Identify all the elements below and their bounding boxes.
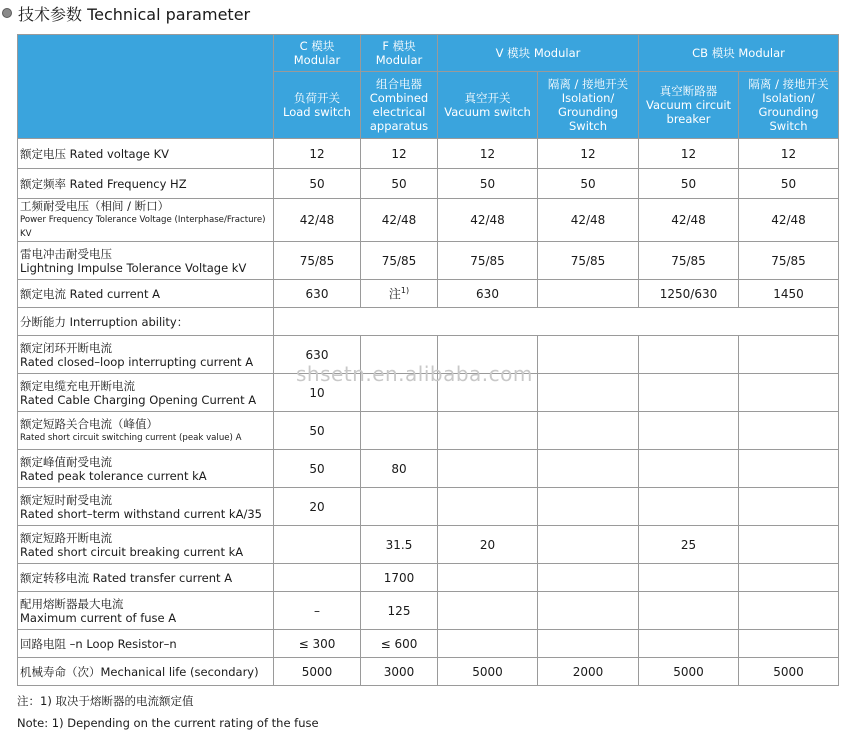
row-label xyxy=(18,412,274,450)
header-sub-label: breaker xyxy=(666,112,711,126)
row-label xyxy=(18,139,274,169)
value-cell xyxy=(538,630,639,658)
page-title xyxy=(2,2,250,24)
value-cell xyxy=(639,564,739,592)
header-group-1 xyxy=(361,35,438,72)
cell-value: 5000 xyxy=(673,664,704,679)
header-sub-5 xyxy=(739,72,839,139)
header-sub-label: 真空开关 xyxy=(464,91,511,105)
value-cell xyxy=(538,139,639,169)
value-cell xyxy=(438,526,538,564)
header-sub-label: Switch xyxy=(769,119,808,133)
header-sub-label: apparatus xyxy=(369,119,429,133)
value-cell xyxy=(274,242,361,280)
row-label xyxy=(18,199,274,242)
row-label-en: Maximum current of fuse A xyxy=(20,610,177,625)
cell-value: 75/85 xyxy=(299,253,335,268)
row-label-cn: 额定短路关合电流（峰值） xyxy=(20,416,158,431)
header-sub-3 xyxy=(538,72,639,139)
header-group-label: Modular xyxy=(293,53,341,67)
row-label xyxy=(18,242,274,280)
cell-value: ≤ 600 xyxy=(380,636,418,651)
header-sub-1 xyxy=(361,72,438,139)
cell-value: 42/48 xyxy=(470,213,505,227)
cell-value: 630 xyxy=(305,286,329,301)
cell-value: 125 xyxy=(387,603,411,618)
cell-value: 50 xyxy=(580,176,596,191)
value-cell xyxy=(739,242,839,280)
cell-value: 80 xyxy=(391,461,407,476)
row-label-en: Rated closed–loop interrupting current A xyxy=(20,354,254,369)
value-cell xyxy=(361,199,438,242)
row-label-en: Lightning Impulse Tolerance Voltage kV xyxy=(20,260,247,275)
header-blank-cell xyxy=(18,35,274,139)
table-row xyxy=(18,526,839,564)
value-cell xyxy=(739,526,839,564)
value-cell xyxy=(538,412,639,450)
header-sub-label: 隔离 / 接地开关 xyxy=(547,77,629,91)
table-row xyxy=(18,630,839,658)
value-cell xyxy=(274,488,361,526)
value-cell xyxy=(438,592,538,630)
row-label-en: Rated peak tolerance current kA xyxy=(20,468,207,483)
value-cell xyxy=(438,630,538,658)
note-en: Note: 1) Depending on the current rating of the fuse xyxy=(17,716,319,730)
row-label xyxy=(18,658,274,686)
cell-value: 1700 xyxy=(383,570,415,585)
row-label xyxy=(18,450,274,488)
value-cell xyxy=(538,374,639,412)
cell-value: 75/85 xyxy=(671,253,706,268)
watermark: shsetn.en.alibaba.com xyxy=(296,362,533,386)
row-label xyxy=(18,630,274,658)
section-label: 分断能力 Interruption ability： xyxy=(18,308,274,336)
header-sub-label: Vacuum switch xyxy=(444,105,531,119)
header-sub-4 xyxy=(639,72,739,139)
header-sub-2 xyxy=(438,72,538,139)
value-cell xyxy=(274,169,361,199)
value-cell xyxy=(274,630,361,658)
value-cell xyxy=(274,280,361,308)
cell-value: 20 xyxy=(479,537,496,552)
header-group-0 xyxy=(274,35,361,72)
value-cell xyxy=(361,526,438,564)
table-row xyxy=(18,412,839,450)
value-cell xyxy=(438,564,538,592)
value-cell xyxy=(538,199,639,242)
cell-value: 5000 xyxy=(773,664,804,679)
header-sub-label: Isolation/ xyxy=(561,91,615,105)
header-group-label: F 模块 xyxy=(382,39,416,53)
header-group-label: CB 模块 Modular xyxy=(692,46,785,60)
value-cell xyxy=(274,526,361,564)
row-label xyxy=(18,336,274,374)
cell-value: 2000 xyxy=(572,664,604,679)
value-cell xyxy=(639,169,739,199)
table-row xyxy=(18,199,839,242)
value-cell xyxy=(438,169,538,199)
value-cell xyxy=(739,450,839,488)
cell-value: 10 xyxy=(309,385,325,400)
table-row xyxy=(18,242,839,280)
cell-value: 25 xyxy=(680,537,697,552)
row-label xyxy=(18,374,274,412)
cell-value: 12 xyxy=(391,146,407,161)
cell-value: 75/85 xyxy=(771,253,806,268)
value-cell xyxy=(361,412,438,450)
value-cell xyxy=(739,658,839,686)
cell-value: 42/48 xyxy=(381,213,417,227)
value-cell xyxy=(739,280,839,308)
row-label xyxy=(18,169,274,199)
value-cell xyxy=(538,564,639,592)
header-sub-label: Vacuum circuit xyxy=(645,98,732,112)
row-label xyxy=(18,526,274,564)
cell-value: 50 xyxy=(479,176,496,191)
header-group-label: C 模块 xyxy=(299,39,335,53)
value-cell xyxy=(274,412,361,450)
value-cell xyxy=(361,280,438,308)
cell-value: 12 xyxy=(580,146,596,161)
value-cell xyxy=(538,242,639,280)
value-cell xyxy=(639,658,739,686)
value-cell xyxy=(639,374,739,412)
table-row xyxy=(18,139,839,169)
value-cell xyxy=(438,412,538,450)
row-label-cn: 额定闭环开断电流 xyxy=(20,340,112,355)
table-row xyxy=(18,564,839,592)
value-cell xyxy=(739,630,839,658)
cell-value: 42/48 xyxy=(570,213,606,227)
value-cell xyxy=(639,139,739,169)
row-label xyxy=(18,592,274,630)
value-cell xyxy=(739,336,839,374)
value-cell xyxy=(739,139,839,169)
value-cell xyxy=(538,488,639,526)
cell-value: 50 xyxy=(309,423,325,438)
cell-value: 50 xyxy=(309,461,325,476)
value-cell xyxy=(438,199,538,242)
value-cell xyxy=(438,450,538,488)
value-cell xyxy=(274,450,361,488)
cell-value: 75/85 xyxy=(470,253,505,268)
cell-value: – xyxy=(314,603,320,618)
header-group-label: V 模块 Modular xyxy=(495,46,581,60)
value-cell xyxy=(438,242,538,280)
value-cell xyxy=(639,488,739,526)
header-sub-label: Load switch xyxy=(283,105,351,119)
value-cell xyxy=(739,592,839,630)
header-sub-label: Switch xyxy=(568,119,608,133)
value-cell xyxy=(361,488,438,526)
value-cell xyxy=(361,450,438,488)
row-label-en: Power Frequency Tolerance Voltage (Interphase/Fracture) KV xyxy=(20,215,266,239)
cell-value: 31.5 xyxy=(385,537,413,552)
value-cell xyxy=(361,658,438,686)
value-cell xyxy=(639,336,739,374)
row-label xyxy=(18,488,274,526)
row-label-cn: 配用熔断器最大电流 xyxy=(20,596,124,611)
row-label-en: Rated short–term withstand current kA/35 xyxy=(20,506,262,521)
cell-value: 5000 xyxy=(301,664,333,679)
header-sub-label: 隔离 / 接地开关 xyxy=(748,77,829,91)
value-cell xyxy=(274,199,361,242)
cell-value: 75/85 xyxy=(570,253,606,268)
header-sub-label: 真空断路器 xyxy=(659,84,718,98)
cell-value: 50 xyxy=(391,176,407,191)
cell-value: 注 xyxy=(388,287,401,301)
cell-value: 42/48 xyxy=(299,213,335,227)
row-label xyxy=(18,280,274,308)
value-cell xyxy=(639,199,739,242)
value-cell xyxy=(639,630,739,658)
value-cell xyxy=(361,242,438,280)
header-group-label: Modular xyxy=(375,53,423,67)
value-cell xyxy=(739,169,839,199)
table-row xyxy=(18,280,839,308)
value-cell xyxy=(639,450,739,488)
value-cell xyxy=(538,658,639,686)
header-sub-label: Isolation/ xyxy=(762,91,815,105)
cell-value: 42/48 xyxy=(771,213,806,227)
row-label-cn: 额定电缆充电开断电流 xyxy=(20,378,135,393)
cell-value: 50 xyxy=(309,176,325,191)
value-cell xyxy=(538,336,639,374)
value-cell xyxy=(438,658,538,686)
header-group-2 xyxy=(438,35,639,72)
value-cell xyxy=(639,412,739,450)
header-sub-label: Grounding xyxy=(557,105,619,119)
value-cell xyxy=(438,280,538,308)
cell-value: ≤ 300 xyxy=(298,636,336,651)
row-label-cn: 雷电冲击耐受电压 xyxy=(20,246,112,261)
row-label-cn: 额定峰值耐受电流 xyxy=(20,454,112,469)
table-row xyxy=(18,488,839,526)
cell-value: 12 xyxy=(780,146,797,161)
value-cell xyxy=(538,592,639,630)
row-label-cn: 额定短路开断电流 xyxy=(20,530,112,545)
header-sub-label: 负荷开关 xyxy=(294,91,340,105)
row-label-cn: 额定转移电流 Rated transfer current A xyxy=(20,570,233,585)
row-label-cn: 额定电流 Rated current A xyxy=(20,286,160,301)
footnote-ref: 1) xyxy=(400,286,410,295)
value-cell xyxy=(639,242,739,280)
section-fill xyxy=(274,308,839,336)
value-cell xyxy=(538,280,639,308)
value-cell xyxy=(438,488,538,526)
section-row xyxy=(18,308,839,336)
value-cell xyxy=(361,592,438,630)
table-row xyxy=(18,592,839,630)
row-label-en: Rated Cable Charging Opening Current A xyxy=(20,392,257,407)
row-label-cn: 机械寿命（次）Mechanical life (secondary) xyxy=(20,664,259,679)
row-label-cn: 回路电阻 –n Loop Resistor–n xyxy=(20,636,177,651)
row-label-en: Rated short circuit switching current (peak value) A xyxy=(20,432,242,443)
value-cell xyxy=(739,564,839,592)
value-cell xyxy=(639,526,739,564)
table-row xyxy=(18,169,839,199)
cell-value: 1450 xyxy=(773,286,804,301)
value-cell xyxy=(274,592,361,630)
value-cell xyxy=(739,374,839,412)
header-sub-label: electrical xyxy=(372,105,426,119)
value-cell xyxy=(739,412,839,450)
header-row-groups xyxy=(18,35,839,72)
title-text: 技术参数 Technical parameter xyxy=(18,4,251,24)
cell-value: 50 xyxy=(680,176,697,191)
row-label-cn: 工频耐受电压（相间 / 断口） xyxy=(20,199,170,213)
table-row xyxy=(18,658,839,686)
header-group-3 xyxy=(639,35,839,72)
table-row xyxy=(18,450,839,488)
value-cell xyxy=(538,169,639,199)
cell-value: 50 xyxy=(780,176,797,191)
value-cell xyxy=(274,139,361,169)
cell-value: 630 xyxy=(476,286,499,301)
value-cell xyxy=(739,199,839,242)
header-sub-label: Grounding xyxy=(758,105,819,119)
cell-value: 20 xyxy=(309,499,325,514)
row-label-cn: 额定频率 Rated Frequency HZ xyxy=(20,176,187,191)
bullet-icon xyxy=(2,8,12,18)
cell-value: 12 xyxy=(309,146,325,161)
spec-table xyxy=(17,34,839,686)
cell-value: 42/48 xyxy=(671,213,706,227)
header-sub-label: 组合电器 xyxy=(376,77,422,91)
value-cell xyxy=(361,169,438,199)
row-label xyxy=(18,564,274,592)
value-cell xyxy=(361,630,438,658)
value-cell xyxy=(361,564,438,592)
cell-value: 12 xyxy=(479,146,496,161)
value-cell xyxy=(274,658,361,686)
header-sub-0 xyxy=(274,72,361,139)
value-cell xyxy=(361,139,438,169)
cell-value: 630 xyxy=(305,347,329,362)
cell-value: 5000 xyxy=(472,664,503,679)
value-cell xyxy=(438,139,538,169)
note-cn: 注：1) 取决于熔断器的电流额定值 xyxy=(17,694,194,708)
value-cell xyxy=(538,526,639,564)
cell-value: 1250/630 xyxy=(659,286,718,301)
row-label-cn: 额定电压 Rated voltage KV xyxy=(20,146,170,161)
value-cell xyxy=(639,280,739,308)
cell-value: 75/85 xyxy=(381,253,417,268)
row-label-en: Rated short circuit breaking current kA xyxy=(20,544,244,559)
value-cell xyxy=(739,488,839,526)
value-cell xyxy=(538,450,639,488)
cell-value: 3000 xyxy=(383,664,415,679)
cell-value: 12 xyxy=(680,146,697,161)
row-label-cn: 额定短时耐受电流 xyxy=(20,492,112,507)
value-cell xyxy=(639,592,739,630)
value-cell xyxy=(274,564,361,592)
header-sub-label: Combined xyxy=(369,91,429,105)
